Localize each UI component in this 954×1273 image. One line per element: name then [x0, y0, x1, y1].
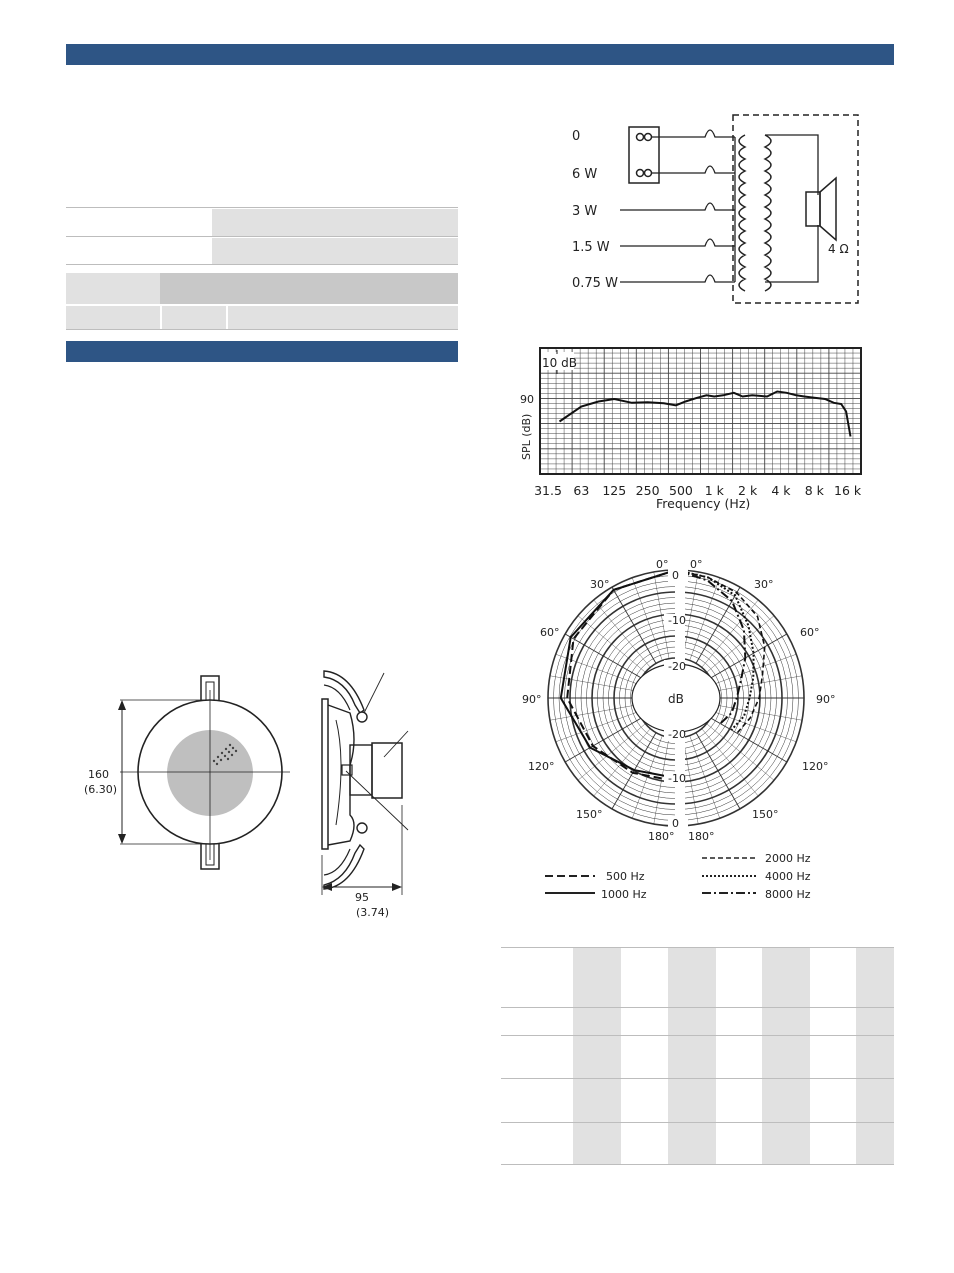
- polar-angle-label: 0°: [690, 558, 703, 571]
- legend-4000: 4000 Hz: [765, 870, 811, 883]
- section-header-bar: [66, 341, 458, 362]
- spec-table-cell: [162, 306, 226, 329]
- legend-2000: 2000 Hz: [765, 852, 811, 865]
- polar-angle-label: 180°: [648, 830, 675, 843]
- polar-angle-label: 30°: [590, 578, 610, 591]
- wiring-tap-label: 0.75 W: [572, 276, 618, 291]
- x-tick-label: 31.5: [534, 483, 562, 498]
- polar-db-label: -10: [668, 772, 686, 785]
- polar-angle-label: 60°: [540, 626, 560, 639]
- dimension-drawing-side: [300, 665, 430, 925]
- table-column: [762, 948, 810, 1164]
- frequency-response-chart: [510, 340, 870, 520]
- polar-center-label: dB: [668, 692, 684, 706]
- polar-angle-label: 0°: [656, 558, 669, 571]
- top-header-bar: [66, 44, 894, 65]
- x-tick-label: 500: [669, 483, 693, 498]
- legend-500: 500 Hz: [606, 870, 645, 883]
- wiring-tap-label: 1.5 W: [572, 240, 610, 255]
- spec-table-cell: [66, 273, 160, 304]
- y-axis-label: SPL (dB): [520, 413, 533, 460]
- polar-db-label: 0: [672, 569, 679, 582]
- x-tick-label: 8 k: [804, 483, 824, 498]
- table-column: [573, 948, 621, 1164]
- depth-in-label: (3.74): [356, 906, 390, 919]
- polar-angle-label: 90°: [816, 693, 836, 706]
- polar-angle-label: 150°: [576, 808, 603, 821]
- impedance-label: 4 Ω: [828, 242, 849, 256]
- data-table: [501, 947, 894, 1165]
- polar-legend: [545, 852, 811, 901]
- x-tick-label: 16 k: [834, 483, 862, 498]
- height-mm-label: 160: [88, 768, 109, 781]
- table-column: [856, 948, 894, 1164]
- legend-1000: 1000 Hz: [601, 888, 647, 901]
- spec-table-cell: [212, 238, 458, 264]
- wiring-tap-label: 6 W: [572, 167, 598, 182]
- polar-angle-label: 30°: [754, 578, 774, 591]
- dimension-drawing-front: [80, 670, 300, 875]
- wiring-tap-label: 3 W: [572, 204, 598, 219]
- wiring-diagram: [560, 110, 870, 310]
- x-axis-label: Frequency (Hz): [656, 496, 751, 511]
- polar-db-label: 0: [672, 817, 679, 830]
- polar-angle-label: 60°: [800, 626, 820, 639]
- spec-table-header: [160, 273, 458, 304]
- legend-8000: 8000 Hz: [765, 888, 811, 901]
- x-tick-label: 125: [602, 483, 627, 498]
- x-tick-label: 63: [573, 483, 590, 498]
- polar-directivity-chart: [510, 550, 840, 910]
- x-tick-label: 1 k: [704, 483, 724, 498]
- table-column: [668, 948, 716, 1164]
- y-tick-90: 90: [520, 393, 534, 406]
- spec-table-cell: [66, 306, 160, 329]
- height-in-label: (6.30): [84, 783, 118, 796]
- x-tick-label: 250: [635, 483, 660, 498]
- polar-angle-label: 120°: [528, 760, 555, 773]
- spec-table: [66, 207, 458, 330]
- x-tick-label: 4 k: [771, 483, 791, 498]
- spec-table-cell: [228, 306, 458, 329]
- polar-angle-label: 90°: [522, 693, 542, 706]
- x-tick-label: 2 k: [738, 483, 758, 498]
- polar-angle-label: 120°: [802, 760, 829, 773]
- polar-db-label: -20: [668, 728, 686, 741]
- polar-db-label: -10: [668, 614, 686, 627]
- polar-angle-label: 180°: [688, 830, 715, 843]
- polar-db-label: -20: [668, 660, 686, 673]
- spec-table-cell: [212, 209, 458, 236]
- scale-label: 10 dB: [542, 356, 577, 370]
- polar-angle-label: 150°: [752, 808, 779, 821]
- wiring-tap-label: 0: [572, 129, 581, 144]
- depth-mm-label: 95: [355, 891, 369, 904]
